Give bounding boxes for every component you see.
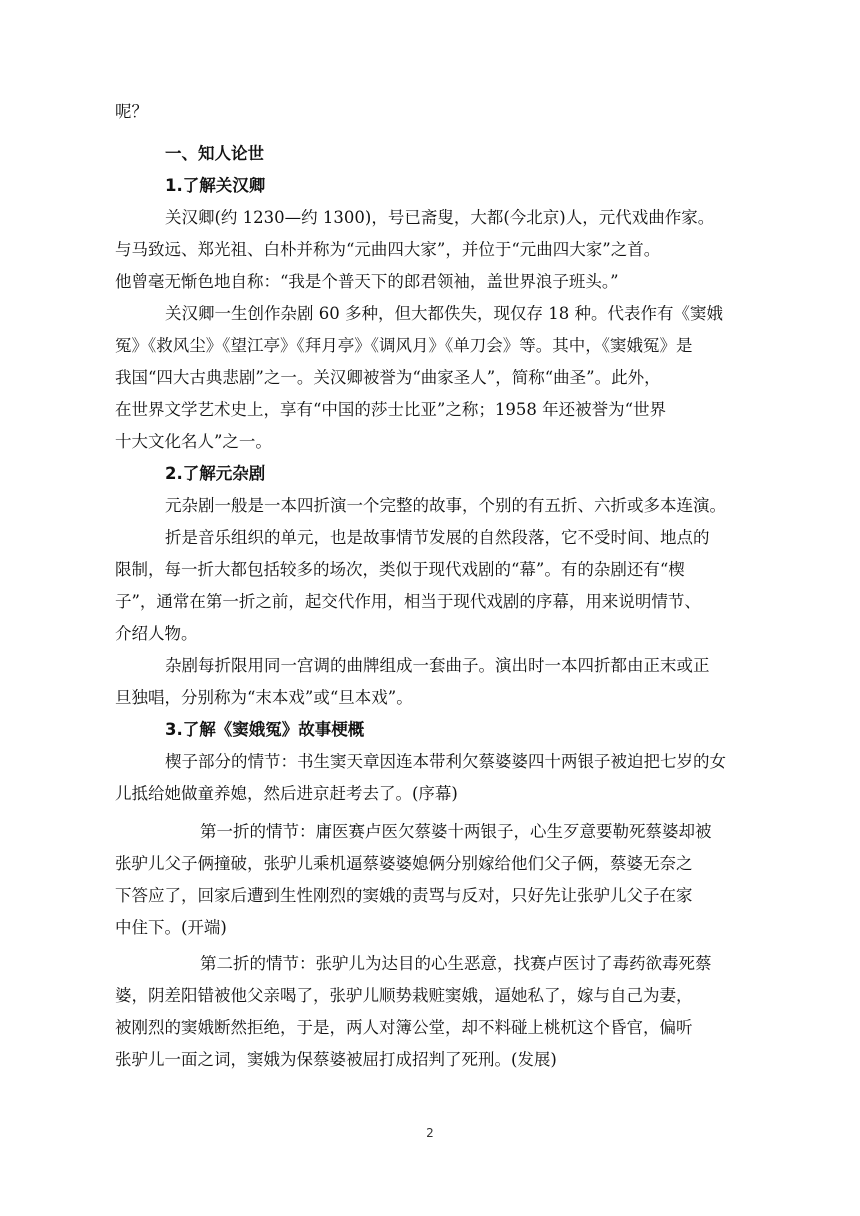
text-line: 冤》《救风尘》《望江亭》《拜月亭》《调风月》《单刀会》等。其中，《窦娥冤》是 [115,336,693,355]
text-line: 介绍人物。 [115,624,198,643]
text-line: 楔子部分的情节：书生窦天章因连本带利欠蔡婆婆四十两银子被迫把七岁的女 [165,752,726,771]
text-line: 第一折的情节：庸医赛卢医欠蔡婆十两银子，心生歹意要勒死蔡婆却被 [200,822,712,841]
text-line: 旦独唱，分别称为“末本戏”或“旦本戏”。 [115,688,413,707]
text-line: 关汉卿(约 1230—约 1300)，号已斋叟，大都(今北京)人，元代戏曲作家。 [165,208,715,227]
text-line: 限制，每一折大都包括较多的场次，类似于现代戏剧的“幕”。有的杂剧还有“楔 [115,560,685,579]
text-line: 被刚烈的窦娥断然拒绝，于是，两人对簿公堂，却不料碰上桃杌这个昏官，偏听 [115,1018,693,1037]
text-line: 与马致远、郑光祖、白朴并称为“元曲四大家”，并位于“元曲四大家”之首。 [115,240,661,259]
text-line: 他曾毫无惭色地自称：“我是个普天下的郎君领袖，盖世界浪子班头。” [115,272,619,291]
text-line: 婆，阴差阳错被他父亲喝了，张驴儿顺势栽赃窦娥，逼她私了，嫁与自己为妻， [115,986,693,1005]
page-number: 2 [426,1126,434,1140]
section-heading: 一、知人论世 [165,144,264,163]
text-line: 子”，通常在第一折之前，起交代作用，相当于现代戏剧的序幕，用来说明情节、 [115,592,701,611]
text-line: 下答应了，回家后遭到生性刚烈的窦娥的责骂与反对，只好先让张驴儿父子在家 [115,886,693,905]
text-line: 呢？ [115,102,148,121]
text-line: 元杂剧一般是一本四折演一个完整的故事，个别的有五折、六折或多本连演。 [165,496,726,515]
text-line: 我国“四大古典悲剧”之一。关汉卿被誉为“曲家圣人”，简称“曲圣”。此外， [115,368,661,387]
text-line: 十大文化名人”之一。 [115,432,272,451]
subsection-heading: 1.了解关汉卿 [165,176,266,195]
text-line: 张驴儿父子俩撞破，张驴儿乘机逼蔡婆婆媳俩分别嫁给他们父子俩，蔡婆无奈之 [115,854,693,873]
text-line: 张驴儿一面之词，窦娥为保蔡婆被屈打成招判了死刑。(发展) [115,1050,557,1069]
text-line: 关汉卿一生创作杂剧 60 多种，但大都佚失，现仅存 18 种。代表作有《窦娥 [165,304,723,323]
text-line: 第二折的情节：张驴儿为达目的心生恶意，找赛卢医讨了毒药欲毒死蔡 [200,954,712,973]
subsection-heading: 3.了解《窦娥冤》故事梗概 [165,720,365,739]
text-line: 中住下。(开端) [115,918,227,937]
text-line: 杂剧每折限用同一宫调的曲牌组成一套曲子。演出时一本四折都由正末或正 [165,656,710,675]
text-line: 儿抵给她做童养媳，然后进京赶考去了。(序幕) [115,784,458,803]
text-line: 折是音乐组织的单元，也是故事情节发展的自然段落，它不受时间、地点的 [165,528,710,547]
text-line: 在世界文学艺术史上，享有“中国的莎士比亚”之称；1958 年还被誉为“世界 [115,400,667,419]
subsection-heading: 2.了解元杂剧 [165,464,266,483]
